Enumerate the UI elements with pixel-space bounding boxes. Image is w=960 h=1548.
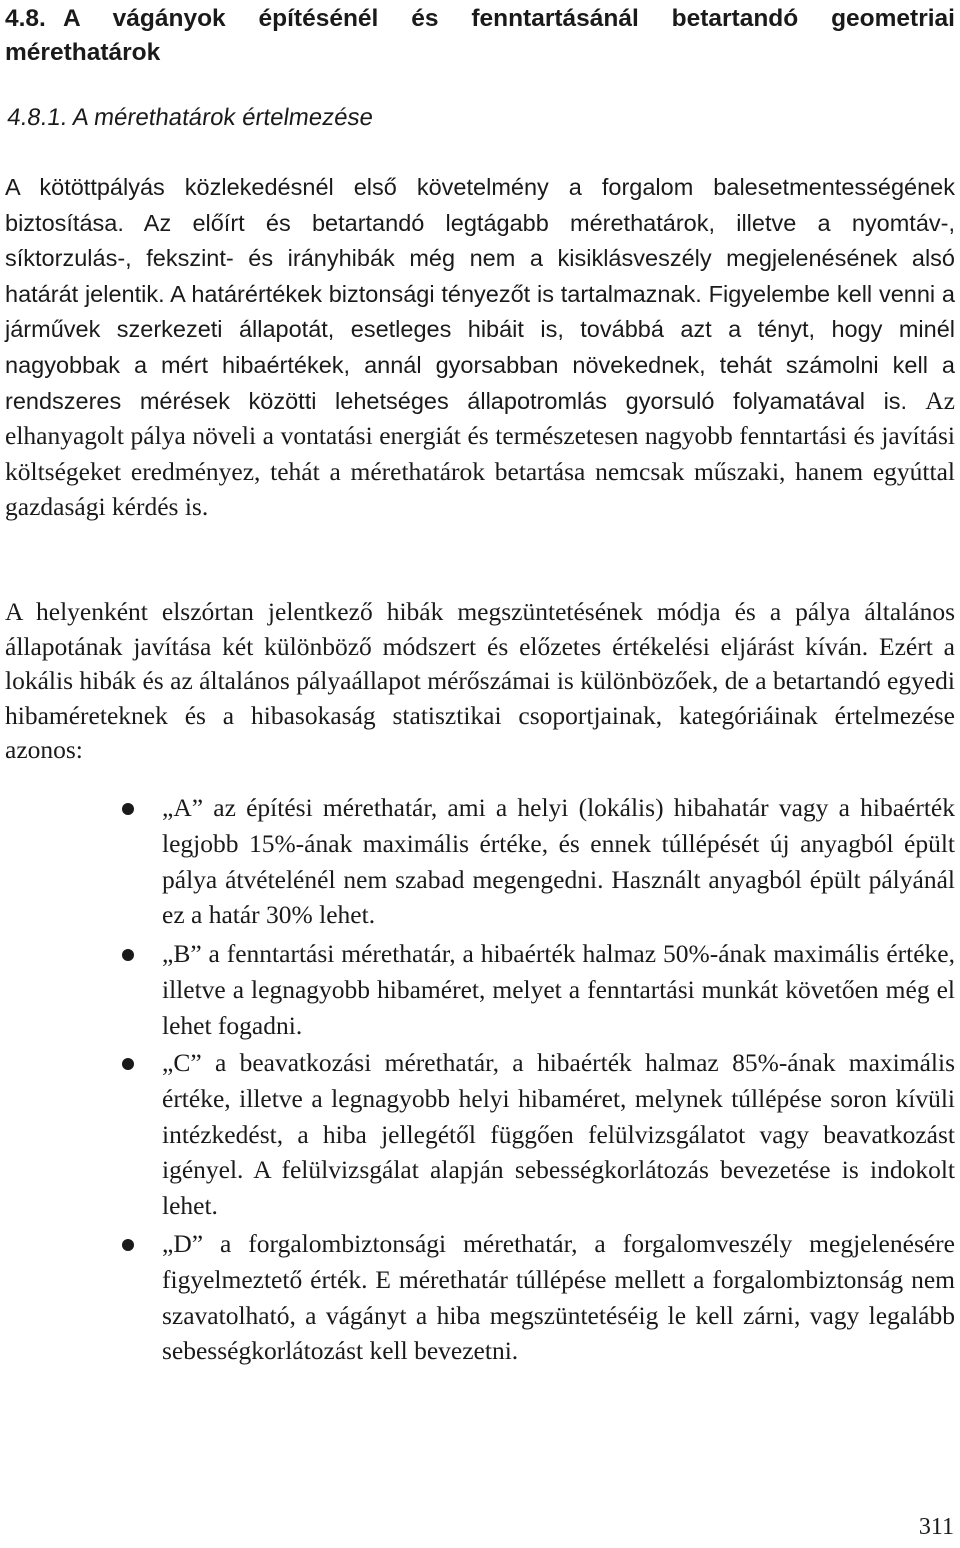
bullet-icon xyxy=(122,1058,134,1070)
list-item xyxy=(0,1045,960,1224)
list-item-text: „D” a forgalombiztonsági mérethatár, a forgalomveszély megjelenésére figyelmeztető érték. E mérethatár túllépése mellett a forgalombiztonság nem szavatolható, a vágányt a hiba megszüntetéséig le kell zárni, vagy legalább sebességkorlátozást kell bevezetni. xyxy=(162,1229,955,1366)
list-item xyxy=(0,790,960,933)
paragraph-1-serif-text: Az elhanyagolt pálya növeli a vontatási energiát és természetesen nagyobb fenntartási és javítási költségeket eredményez, tehát a mérethatárok betartása nemcsak műszaki, hanem egyúttal gazdasági kérdés is. xyxy=(5,385,955,522)
list-item-text: „C” a beavatkozási mérethatár, a hibaérték halmaz 85%-ának maximális értéke, illetve a legnagyobb helyi hibaméret, melynek túllépése soron kívüli intézkedést, a hiba jellegétől függően felülvizsgálatot vagy beavatkozást igényel. A felülvizsgálat alapján sebességkorlátozás bevezetése is indokolt lehet. xyxy=(162,1048,955,1221)
section-heading xyxy=(5,2,955,70)
list-item xyxy=(0,1226,960,1369)
list-item-text: „A” az építési mérethatár, ami a helyi (lokális) hibahatár vagy a hibaérték legjobb 15%-ának maximális értéke, és ennek túllépését új anyagból épült pálya átvételénél nem szabad megengedni. Használt anyagból épült pályánál ez a határ 30% lehet. xyxy=(162,793,955,930)
subsection-heading: 4.8.1. A mérethatárok értelmezése xyxy=(5,104,375,131)
paragraph-1 xyxy=(5,170,955,526)
section-number: 4.8. xyxy=(5,5,46,32)
page-number: 311 xyxy=(918,1514,954,1540)
list-item xyxy=(0,936,960,1043)
paragraph-2: A helyenként elszórtan jelentkező hibák megszüntetésének módja és a pálya általános állapotának javítása két különböző módszert és előzetes értékelési eljárást kíván. Ezért a lokális hibák és az általános pályaállapot mérőszámai is különbözőek, de a betartandó egyedi hibaméreteknek és a hibasokaság statisztikai csoportjainak, kategóriáinak értelmezése azonos: xyxy=(5,597,955,765)
list-item-text: „B” a fenntartási mérethatár, a hibaérték halmaz 50%-ának maximális értéke, illetve a legnagyobb hibaméret, melyet a fenntartási munkát követően még el lehet fogadni. xyxy=(162,939,955,1040)
paragraph-1-sans-text: A kötöttpályás közlekedésnél első követelmény a forgalom balesetmentességének biztosítása. Az előírt és betartandó legtágabb mérethatárok, illetve a nyomtáv-, síktorzulás-, fekszint- és irányhibák még nem a kisiklásveszély megjelenésének alsó határát jelentik. A határértékek biztonsági tényezőt is tartalmaznak. Figyelembe kell venni a járművek szerkezeti állapotát, esetleges hibáit is, továbbá azt a tényt, hogy minél nagyobbak a mért hibaértékek, annál gyorsabban növekednek, tehát számolni kell a rendszeres mérések közötti lehetséges állapotromlás gyorsuló folyamatával is. xyxy=(5,174,955,414)
bullet-icon xyxy=(122,803,134,815)
bullet-icon xyxy=(122,949,134,961)
bullet-icon xyxy=(122,1239,134,1251)
section-title: A vágányok építésénél és fenntartásánál betartandó geometriai mérethatárok xyxy=(5,5,955,66)
